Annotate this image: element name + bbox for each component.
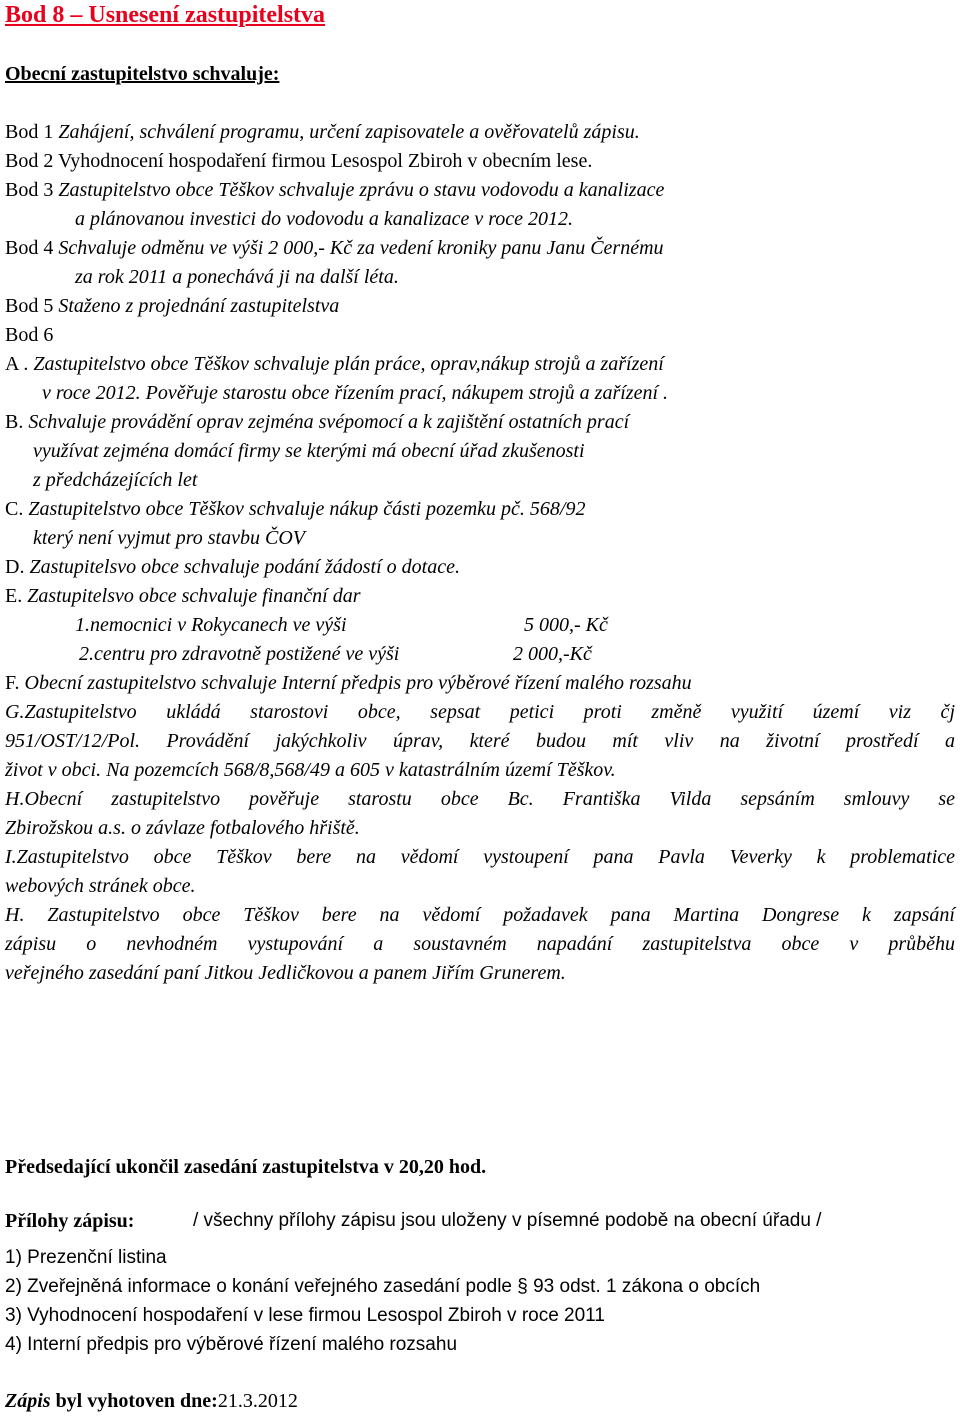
item-h-line1: H.Obecní zastupitelstvo pověřuje starostu obce Bc. Františka Vilda sepsáním smlouvy se (5, 788, 955, 810)
footer-date: 21.3.2012 (217, 1390, 298, 1412)
item-c-cont: který není vyjmut pro stavbu ČOV (33, 527, 305, 549)
item-text: Zahájení, schválení programu, určení zapisovatele a ověřovatelů zápisu. (58, 121, 640, 143)
item-text: Schvaluje odměnu ve výši 2 000,- Kč za vedení kroniky panu Janu Černému (58, 237, 664, 259)
attachment-item-4: 4) Interní předpis pro výběrové řízení malého rozsahu (5, 1334, 458, 1355)
footer-label: byl vyhotoven dne: (50, 1390, 218, 1412)
attachment-item-1: 1) Prezenční listina (5, 1247, 167, 1268)
item-c (5, 497, 585, 521)
item-e1-amount: 5 000,- Kč (524, 614, 608, 636)
item-prefix: E. (5, 585, 23, 607)
footer-date-line (5, 1389, 298, 1413)
item-bod2: Bod 2 Vyhodnocení hospodaření firmou Lesospol Zbiroh v obecním lese. (5, 150, 593, 172)
item-b-cont2: z předcházejících let (33, 469, 198, 491)
item-prefix: Bod 3 (5, 179, 59, 201)
item-text: Zastupitelstvo obce Těškov schvaluje zprávu o stavu vodovodu a kanalizace (58, 179, 665, 201)
attachment-item-3: 3) Vyhodnocení hospodaření v lese firmou Lesospol Zbiroh v roce 2011 (5, 1305, 605, 1326)
item-h2-line3: veřejného zasedání paní Jitkou Jedličkovou a panem Jiřím Grunerem. (5, 962, 566, 984)
item-bod3 (5, 178, 664, 202)
item-prefix: F. (5, 672, 20, 694)
attachments-header (5, 1209, 134, 1233)
item-prefix: Bod 5 (5, 295, 59, 317)
item-text: Zastupitelsvo obce schvaluje finanční dar (22, 585, 361, 607)
item-bod4 (5, 236, 664, 260)
item-g-line2: 951/OST/12/Pol. Provádění jakýchkoliv úprav, které budou mít vliv na životní prostředí a (5, 730, 955, 752)
attachment-item-2: 2) Zveřejněná informace o konání veřejného zasedání podle § 93 odst. 1 zákona o obcích (5, 1276, 761, 1297)
item-b-cont: využívat zejména domácí firmy se kterými má obecní úřad zkušenosti (33, 440, 585, 462)
section-heading: Obecní zastupitelstvo schvaluje: (5, 63, 280, 85)
item-bod5 (5, 294, 339, 318)
item-e (5, 584, 361, 608)
item-prefix: D. (5, 556, 25, 578)
item-a (5, 352, 664, 376)
item-a-cont: v roce 2012. Pověřuje starostu obce řízením prací, nákupem strojů a zařízení . (42, 382, 669, 404)
item-text: Zastupitelstvo obce Těškov schvaluje plán práce, oprav,nákup strojů a zařízení (28, 353, 664, 375)
item-g-line1: G.Zastupitelstvo ukládá starostovi obce, sepsat petici proti změně využití území viz čj (5, 701, 955, 723)
item-f (5, 671, 692, 695)
item-g-line3: život v obci. Na pozemcích 568/8,568/49 a 605 v katastrálním území Těškov. (5, 759, 616, 781)
item-text: Staženo z projednání zastupitelstva (58, 295, 340, 317)
attachments-label: Přílohy zápisu: (5, 1210, 135, 1232)
item-h2-line2: zápisu o nevhodném vystupování a soustavném napadání zastupitelstva obce v průběhu (5, 933, 955, 955)
item-bod1 (5, 120, 640, 144)
item-prefix: Bod 4 (5, 237, 59, 259)
item-h2-line1: H. Zastupitelstvo obce Těškov bere na vědomí požadavek pana Martina Dongrese k zapsání (5, 904, 955, 926)
page-title: Bod 8 – Usnesení zastupitelstva (5, 2, 326, 28)
item-d (5, 555, 460, 579)
item-bod4-cont: za rok 2011 a ponechává ji na další léta. (75, 266, 399, 288)
closing-statement: Předsedající ukončil zasedání zastupitelstva v 20,20 hod. (5, 1156, 487, 1178)
item-e1: 1.nemocnici v Rokycanech ve výši (75, 614, 347, 636)
item-text: Zastupitelstvo obce Těškov schvaluje nákup části pozemku pč. 568/92 (23, 498, 586, 520)
item-text: Obecní zastupitelstvo schvaluje Interní předpis pro výběrové řízení malého rozsahu (19, 672, 692, 694)
footer-label-italic: Zápis (5, 1390, 51, 1412)
item-bod3-cont: a plánovanou investici do vodovodu a kanalizace v roce 2012. (75, 208, 574, 230)
item-prefix: B. (5, 411, 24, 433)
item-i-line1: I.Zastupitelstvo obce Těškov bere na vědomí vystoupení pana Pavla Veverky k problematice (5, 846, 955, 868)
item-e2-amount: 2 000,-Kč (513, 643, 592, 665)
item-prefix: C. (5, 498, 24, 520)
item-prefix: A . (5, 353, 29, 375)
item-bod6: Bod 6 (5, 324, 54, 346)
item-i-line2: webových stránek obce. (5, 875, 196, 897)
item-text: Zastupitelsvo obce schvaluje podání žádostí o dotace. (24, 556, 460, 578)
attachments-note: / všechny přílohy zápisu jsou uloženy v písemné podobě na obecní úřadu / (193, 1210, 822, 1231)
item-prefix: Bod 1 (5, 121, 59, 143)
item-e2: 2.centru pro zdravotně postižené ve výši (79, 643, 400, 665)
item-b (5, 410, 629, 434)
item-text: Schvaluje provádění oprav zejména svépomocí a k zajištění ostatních prací (23, 411, 630, 433)
item-h-line2: Zbirožskou a.s. o závlaze fotbalového hřiště. (5, 817, 360, 839)
